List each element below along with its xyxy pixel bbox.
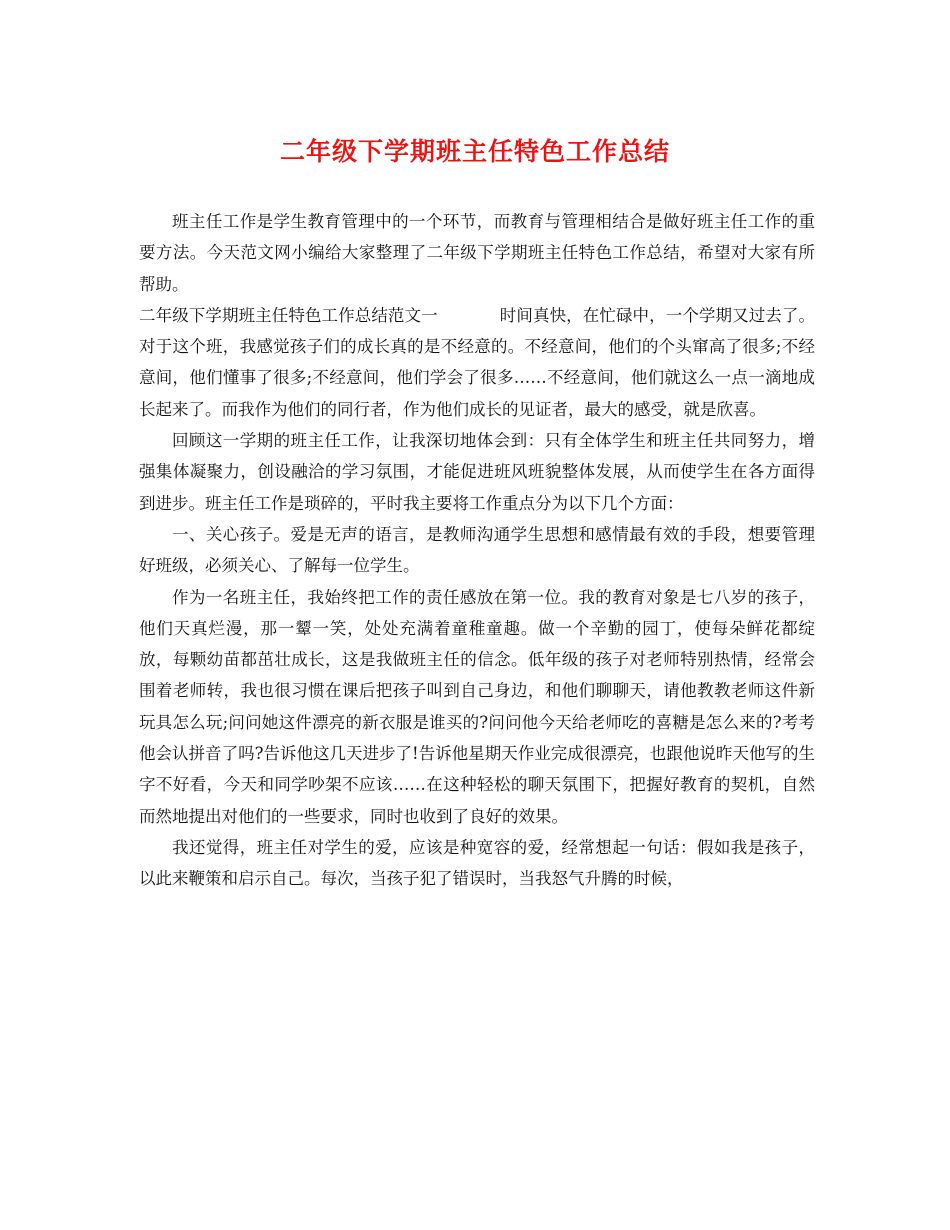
- section-paragraph: [139, 300, 815, 425]
- document-body: [139, 206, 815, 895]
- section-heading: 二年级下学期班主任特色工作总结范文一: [139, 305, 438, 325]
- intro-paragraph: 班主任工作是学生教育管理中的一个环节，而教育与管理相结合是做好班主任工作的重要方法。今天范文网小编给大家整理了二年级下学期班主任特色工作总结，希望对大家有所帮助。: [139, 212, 815, 294]
- document-title: 二年级下学期班主任特色工作总结: [279, 137, 670, 166]
- body-paragraph: 一、关心孩子。爱是无声的语言，是教师沟通学生思想和感情最有效的手段，想要管理好班级，必须关心、了解每一位学生。: [139, 524, 815, 576]
- body-paragraph: 回顾这一学期的班主任工作，让我深切地体会到：只有全体学生和班主任共同努力，增强集体凝聚力，创设融洽的学习氛围，才能促进班风班貌整体发展，从而使学生在各方面得到进步。班主任工作是琐碎的，平时我主要将工作重点分为以下几个方面：: [139, 431, 815, 513]
- body-paragraph: 我还觉得，班主任对学生的爱，应该是种宽容的爱，经常想起一句话：假如我是孩子，以此来鞭策和启示自己。每次，当孩子犯了错误时，当我怒气升腾的时候，: [139, 837, 815, 889]
- section-first-paragraph: 时间真快，在忙碌中，一个学期又过去了。对于这个班，我感觉孩子们的成长真的是不经意的。不经意间，他们的个头窜高了很多;不经意间，他们懂事了很多;不经意间，他们学会了很多……不经意间，他们就这么一点一滴地成长起来了。而我作为他们的同行者，作为他们成长的见证者，最大的感受，就是欣喜。: [139, 305, 816, 419]
- body-paragraph: 作为一名班主任，我始终把工作的责任感放在第一位。我的教育对象是七八岁的孩子，他们天真烂漫，那一颦一笑，处处充满着童稚童趣。做一个辛勤的园丁，使每朵鲜花都绽放，每颗幼苗都茁壮成长，这是我做班主任的信念。低年级的孩子对老师特别热情，经常会围着老师转，我也很习惯在课后把孩子叫到自己身边，和他们聊聊天，请他教教老师这件新玩具怎么玩;问问她这件漂亮的新衣服是谁买的?问问他今天给老师吃的喜糖是怎么来的?考考他会认拼音了吗?告诉他这几天进步了!告诉他星期天作业完成很漂亮，也跟他说昨天他写的生字不好看，今天和同学吵架不应该……在这种轻松的聊天氛围下，把握好教育的契机，自然而然地提出对他们的一些要求，同时也收到了良好的效果。: [139, 587, 815, 826]
